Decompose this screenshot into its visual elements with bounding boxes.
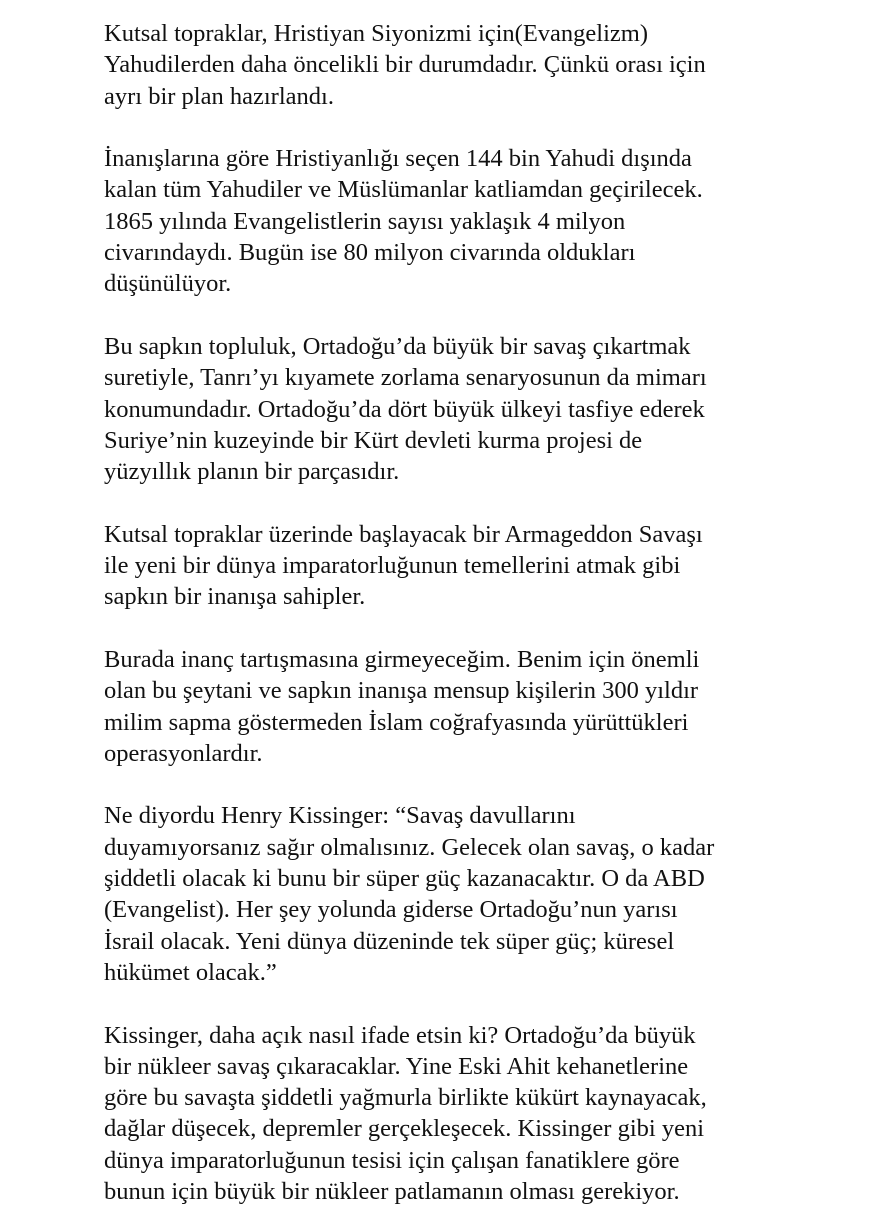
text-line: İnanışlarına göre Hristiyanlığı seçen 144 bin Yahudi dışında [104,143,854,174]
text-line: Kutsal topraklar, Hristiyan Siyonizmi için(Evangelizm) [104,18,854,49]
text-line: hükümet olacak.” [104,957,854,988]
text-line: düşünülüyor. [104,268,854,299]
text-line: şiddetli olacak ki bunu bir süper güç kazanacaktır. O da ABD [104,863,854,894]
text-line: Kissinger, daha açık nasıl ifade etsin ki? Ortadoğu’da büyük [104,1020,854,1051]
text-line: Burada inanç tartışmasına girmeyeceğim. Benim için önemli [104,644,854,675]
paragraph-1 [104,18,854,112]
text-line: sapkın bir inanışa sahipler. [104,581,854,612]
text-line: Suriye’nin kuzeyinde bir Kürt devleti kurma projesi de [104,425,854,456]
text-line: yüzyıllık planın bir parçasıdır. [104,456,854,487]
text-line: göre bu savaşta şiddetli yağmurla birlikte kükürt kaynayacak, [104,1082,854,1113]
text-line: Yahudilerden daha öncelikli bir durumdadır. Çünkü orası için [104,49,854,80]
text-line: Bu sapkın topluluk, Ortadoğu’da büyük bir savaş çıkartmak [104,331,854,362]
text-line: konumundadır. Ortadoğu’da dört büyük ülkeyi tasfiye ederek [104,394,854,425]
text-line: 1865 yılında Evangelistlerin sayısı yaklaşık 4 milyon [104,206,854,237]
text-line: operasyonlardır. [104,738,854,769]
text-line: dağlar düşecek, depremler gerçekleşecek. Kissinger gibi yeni [104,1113,854,1144]
text-line: kalan tüm Yahudiler ve Müslümanlar katliamdan geçirilecek. [104,174,854,205]
paragraph-6 [104,800,854,988]
text-line: civarındaydı. Bugün ise 80 milyon civarında oldukları [104,237,854,268]
text-line: dünya imparatorluğunun tesisi için çalışan fanatiklere göre [104,1145,854,1176]
text-line: ayrı bir plan hazırlandı. [104,81,854,112]
text-line: duyamıyorsanız sağır olmalısınız. Gelecek olan savaş, o kadar [104,832,854,863]
paragraph-7 [104,1020,854,1207]
paragraph-3 [104,331,854,487]
text-line: ile yeni bir dünya imparatorluğunun temellerini atmak gibi [104,550,854,581]
text-line: suretiyle, Tanrı’yı kıyamete zorlama senaryosunun da mimarı [104,362,854,393]
paragraph-5 [104,644,854,769]
text-line: milim sapma göstermeden İslam coğrafyasında yürüttükleri [104,707,854,738]
text-line: Ne diyordu Henry Kissinger: “Savaş davullarını [104,800,854,831]
text-line: Kutsal topraklar üzerinde başlayacak bir Armageddon Savaşı [104,519,854,550]
text-line: bunun için büyük bir nükleer patlamanın olması gerekiyor. [104,1176,854,1207]
text-line: İsrail olacak. Yeni dünya düzeninde tek süper güç; küresel [104,926,854,957]
text-line: bir nükleer savaş çıkaracaklar. Yine Eski Ahit kehanetlerine [104,1051,854,1082]
text-line: (Evangelist). Her şey yolunda giderse Ortadoğu’nun yarısı [104,894,854,925]
text-line: olan bu şeytani ve sapkın inanışa mensup kişilerin 300 yıldır [104,675,854,706]
paragraph-2 [104,143,854,299]
paragraph-4 [104,519,854,613]
article-body [104,18,854,1207]
